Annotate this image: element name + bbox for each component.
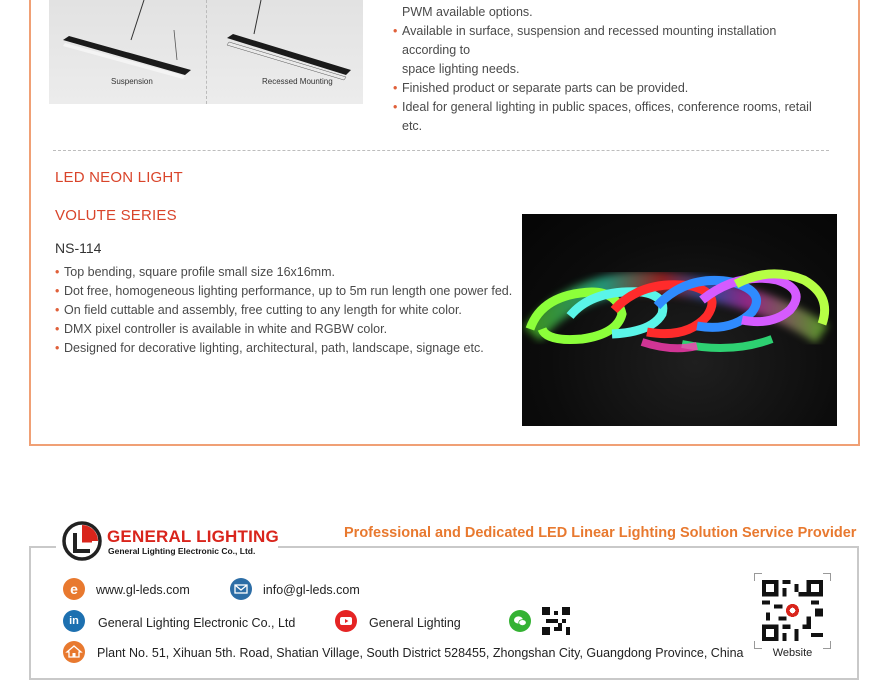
mount-label-suspension: Suspension [111,77,153,86]
feature-line: • Top bending, square profile small size 16x16mm. [55,265,335,279]
mounting-image [49,0,363,104]
qr-corner [823,573,831,581]
house-shape [63,641,85,663]
address-text: Plant No. 51, Xihuan 5th. Road, Shatian Village, South District 528455, Zhongshan City, Guangdong Province, China [97,646,744,660]
model-number: NS-114 [55,240,102,256]
wechat-qr-code[interactable] [542,607,570,635]
website-qr-frame [754,573,831,649]
feature-line: • DMX pixel controller is available in white and RGBW color. [55,322,388,336]
envelope-shape [230,578,252,600]
mounting-divider [206,0,207,104]
youtube-play-shape [335,610,357,632]
qr-label: Website [772,647,813,659]
logo-subtitle: General Lighting Electronic Co., Ltd. [108,546,256,556]
neon-strip-photo [522,214,837,426]
neon-features [55,263,515,358]
logo-title: GENERAL LIGHTING [107,527,279,546]
email-icon [230,578,252,600]
feature-line: • Dot free, homogeneous lighting performance, up to 5m run length one power fed. [55,284,513,298]
linkedin-icon: in [63,610,85,632]
slogan-banner [336,522,864,544]
linkedin-link[interactable]: General Lighting Electronic Co., Ltd [98,616,296,630]
website-link[interactable]: www.gl-leds.com [96,583,190,597]
mount-label-recessed: Recessed Mounting [262,77,333,86]
section-divider [53,150,829,151]
company-logo [56,519,278,565]
category-title: LED NEON LIGHT [55,169,183,186]
youtube-icon [335,610,357,632]
wechat-bubbles [509,610,531,632]
gl-logo-icon [62,521,102,561]
feature-line: • On field cuttable and assembly, free cutting to any length for white color. [55,303,462,317]
slogan-text: Professional and Dedicated LED Linear Lighting Solution Service Provider [344,525,857,541]
youtube-link[interactable]: General Lighting [369,616,461,630]
web-icon: e [63,578,85,600]
feature-line: space lighting needs. [402,62,520,76]
series-title: VOLUTE SERIES [55,207,177,224]
feature-line: • Designed for decorative lighting, architectural, path, landscape, signage etc. [55,341,484,355]
home-icon [63,641,85,663]
neon-illustration [522,214,837,426]
wechat-icon [509,610,531,632]
feature-line: • Finished product or separate parts can be provided. [393,81,689,95]
email-link[interactable]: info@gl-leds.com [263,583,360,597]
feature-line: PWM available options. [402,5,533,19]
feature-line: • Available in surface, suspension and recessed mounting installation according to [393,24,777,57]
qr-corner [754,573,762,581]
feature-line: • Ideal for general lighting in public spaces, offices, conference rooms, retail etc. [393,100,812,133]
product-features-top [393,3,833,136]
website-qr-code[interactable] [762,580,823,641]
